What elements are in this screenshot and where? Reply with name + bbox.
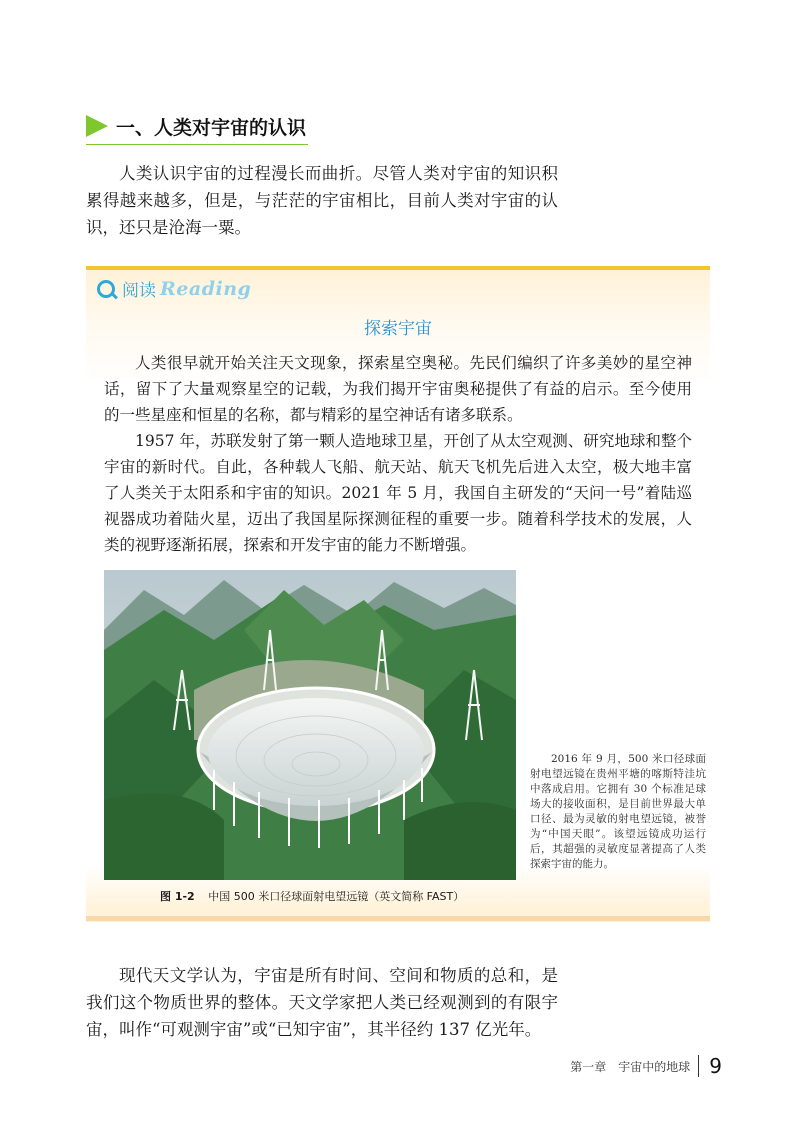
play-icon [86, 115, 108, 137]
reading-title: 探索宇宙 [364, 319, 432, 339]
page-number: 9 [709, 1054, 722, 1078]
intro-text: 人类认识宇宙的过程漫长而曲折。尽管人类对宇宙的知识积累得越来越多，但是，与茫茫的宇宙相比，目前人类对宇宙的认识，还只是沧海一粟。 [86, 164, 558, 237]
heading-underline [86, 144, 308, 145]
reading-paragraph-1: 人类很早就开始关注天文现象，探索星空奥秘。先民们编织了许多美妙的星空神话，留下了大量观察星空的记载，为我们揭开宇宙奥秘提供了有益的启示。至今使用的一些星座和恒星的名称，都与精彩的星空神话有诸多联系。 [104, 354, 692, 424]
section-heading [86, 110, 306, 142]
reading-top-bar [86, 266, 710, 270]
intro-paragraph [86, 160, 558, 241]
reading-bottom-bar [86, 916, 710, 921]
fast-telescope-photo [104, 570, 516, 880]
reading-paragraphs [104, 350, 692, 558]
photo-caption-text: 2016 年 9 月，500 米口径球面射电望远镜在贵州平塘的喀斯特洼坑中落成启用。它拥有 30 个标准足球场大的接收面积，是目前世界最大单口径、最为灵敏的射电望远镜，被誉为“中国天眼”。该望远镜成功运行后，其超强的灵敏度显著提高了人类探索宇宙的能力。 [530, 753, 706, 870]
page-footer [570, 1054, 722, 1078]
section-title: 一、人类对宇宙的认识 [116, 116, 307, 139]
closing-paragraph [86, 962, 558, 1043]
telescope-illustration [104, 570, 516, 880]
reading-label-en: Reading [160, 277, 252, 300]
footer-divider [698, 1055, 699, 1077]
figure-number: 图 1-2 [160, 890, 195, 903]
footer-chapter: 第一章 宇宙中的地球 [570, 1059, 691, 1074]
figure-caption [160, 888, 464, 904]
closing-text: 现代天文学认为，宇宙是所有时间、空间和物质的总和，是我们这个物质世界的整体。天文学家把人类已经观测到的有限宇宙，叫作“可观测宇宙”或“已知宇宙”，其半径约 137 亿光年。 [86, 966, 558, 1039]
reading-label: 阅读 [122, 281, 156, 301]
reading-badge [96, 276, 251, 301]
magnifier-icon [96, 279, 116, 299]
photo-caption [530, 752, 706, 872]
reading-paragraph-2: 1957 年，苏联发射了第一颗人造地球卫星，开创了从太空观测、研究地球和整个宇宙的新时代。自此，各种载人飞船、航天站、航天飞机先后进入太空，极大地丰富了人类关于太阳系和宇宙的知识。2021 年 5 月，我国自主研发的“天问一号”着陆巡视器成功着陆火星，迈出了我国星际探测征程的重要一步。随着科学技术的发展，人类的视野逐渐拓展，探索和开发宇宙的能力不断增强。 [104, 432, 692, 554]
figure-title: 中国 500 米口径球面射电望远镜（英文简称 FAST） [208, 890, 465, 903]
